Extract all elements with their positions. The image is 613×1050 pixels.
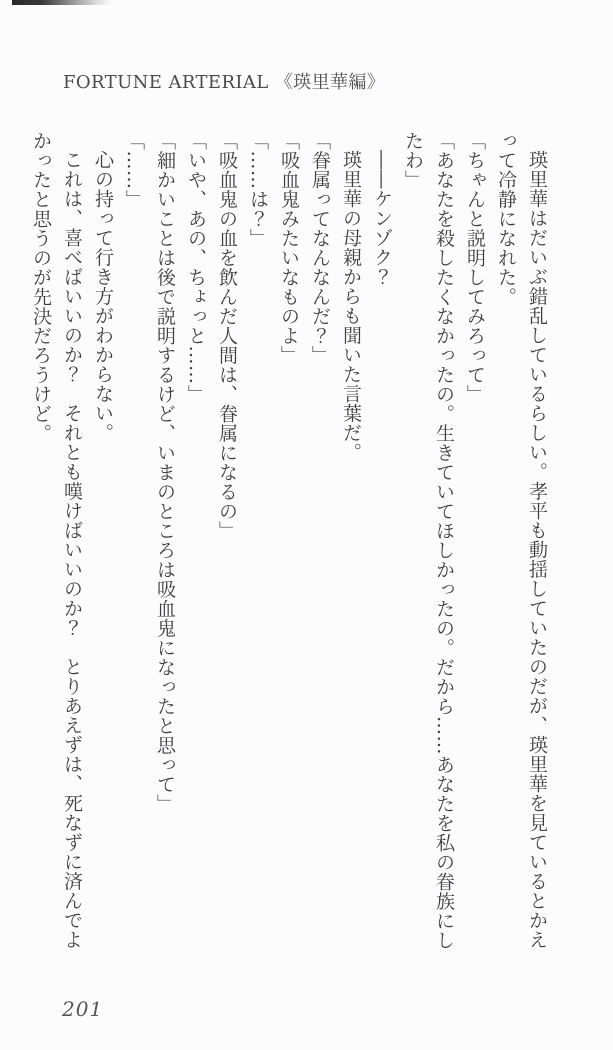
text-line: 「吸血鬼の血を飲んだ人間は、眷属になるの」: [216, 131, 238, 541]
scan-artifact-bar: [12, 0, 112, 5]
text-line: 心の持って行き方がわからない。: [92, 150, 114, 443]
text-line: 「眷属ってなんなんだ？」: [309, 131, 331, 365]
text-line: かったと思うのが先決だろうけど。: [30, 131, 52, 443]
text-line: たわ」: [402, 131, 424, 190]
text-line: 「……」: [123, 131, 145, 209]
text-line: 「吸血鬼みたいなものよ」: [278, 131, 300, 365]
text-line: 「ちゃんと説明してみろって」: [464, 131, 486, 404]
text-line: これは、喜べばいいのか？ それとも嘆けばいいのか？ とりあえずは、死なずに済んでよ: [61, 150, 83, 950]
text-line: 「あなたを殺したくなかったの。生きていてほしかったの。だから……あなたを私の眷族にし: [433, 131, 455, 950]
text-line: 瑛里華はだいぶ錯乱しているらしい。孝平も動揺していたのだが、瑛里華を見ているとかえ: [526, 150, 548, 950]
text-line: ――ケンゾク？: [371, 150, 393, 287]
page-number: 201: [62, 997, 104, 1021]
text-line: って冷静になれた。: [495, 131, 517, 307]
text-line: 「……は？」: [247, 131, 269, 248]
text-line: 「いや、あの、ちょっと……」: [185, 131, 207, 404]
running-header: FORTUNE ARTERIAL 《瑛里華編》: [63, 72, 386, 93]
text-line: 「細かいことは後で説明するけど、いまのところは吸血鬼になったと思って」: [154, 131, 176, 814]
body-text: [25, 131, 552, 953]
text-line: 瑛里華の母親からも聞いた言葉だ。: [340, 150, 362, 462]
